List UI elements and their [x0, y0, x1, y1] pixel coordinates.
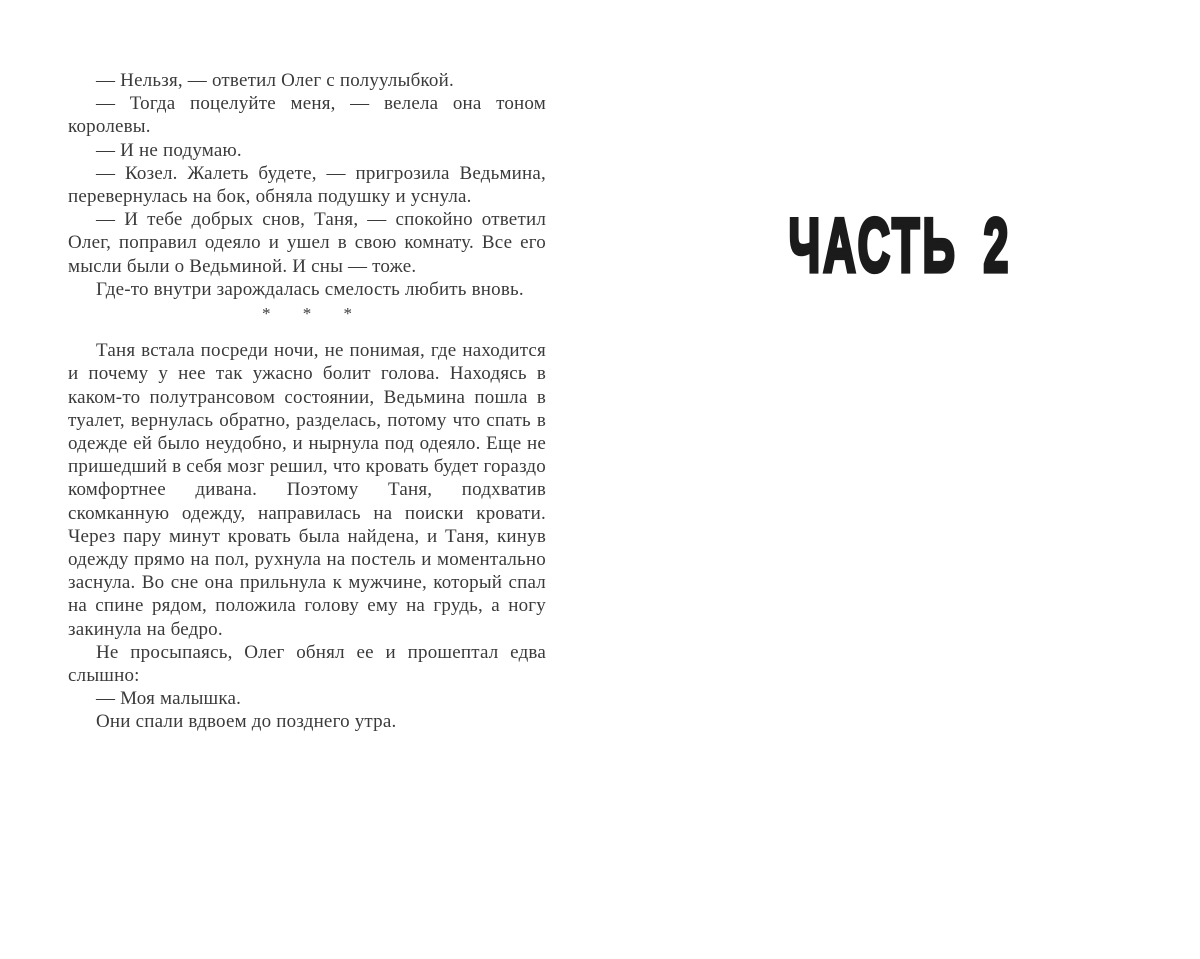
paragraph: — Моя малышка. [96, 688, 242, 710]
right-page [600, 0, 1200, 959]
paragraph: — Нельзя, — ответил Олег с полуулыбкой. [96, 70, 454, 91]
paragraph: — Тогда поцелуйте меня, — велела она тоном королевы. [68, 93, 546, 138]
paragraph: Таня встала посреди ночи, не понимая, где находится и почему у нее так ужасно болит голова. Находясь в каком-то полутрансовом состоянии, Ведьмина пошла в туалет, вернулась обратно, разделась, потому что спать в одежде ей было неудобно, и нырнула под одеяло. Еще не пришедший в себя мозг решил, что кровать будет гораздо комфортнее дивана. Поэтому Таня, подхватив скомканную одежду, направилась на поиски кровати. Через пару минут кровать была найдена, и Таня, кинув одежду прямо на пол, рухнула на постель и моментально заснула. Во сне она прильнула к мужчине, который спал на спине рядом, положила голову ему на грудь, а ногу закинула на бедро. [68, 340, 546, 640]
text-column [68, 69, 546, 734]
paragraph: — И не подумаю. [96, 139, 242, 161]
section-divider: * * * [262, 304, 366, 324]
part-heading-wrap [600, 202, 1200, 289]
part-heading: ЧАСТЬ 2 [788, 202, 1012, 289]
paragraph: — Козел. Жалеть будете, — пригрозила Ведьмина, перевернулась на бок, обняла подушку и уснула. [68, 162, 546, 208]
paragraph: Не просыпаясь, Олег обнял ее и прошептал едва слышно: [68, 641, 546, 687]
paragraph: Они спали вдвоем до позднего утра. [96, 711, 397, 733]
paragraph: Где-то внутри зарождалась смелость любить вновь. [96, 278, 524, 300]
paragraph: — И тебе добрых снов, Таня, — спокойно ответил Олег, поправил одеяло и ушел в свою комнату. Все его мысли были о Ведьминой. И сны — тоже. [68, 209, 546, 277]
